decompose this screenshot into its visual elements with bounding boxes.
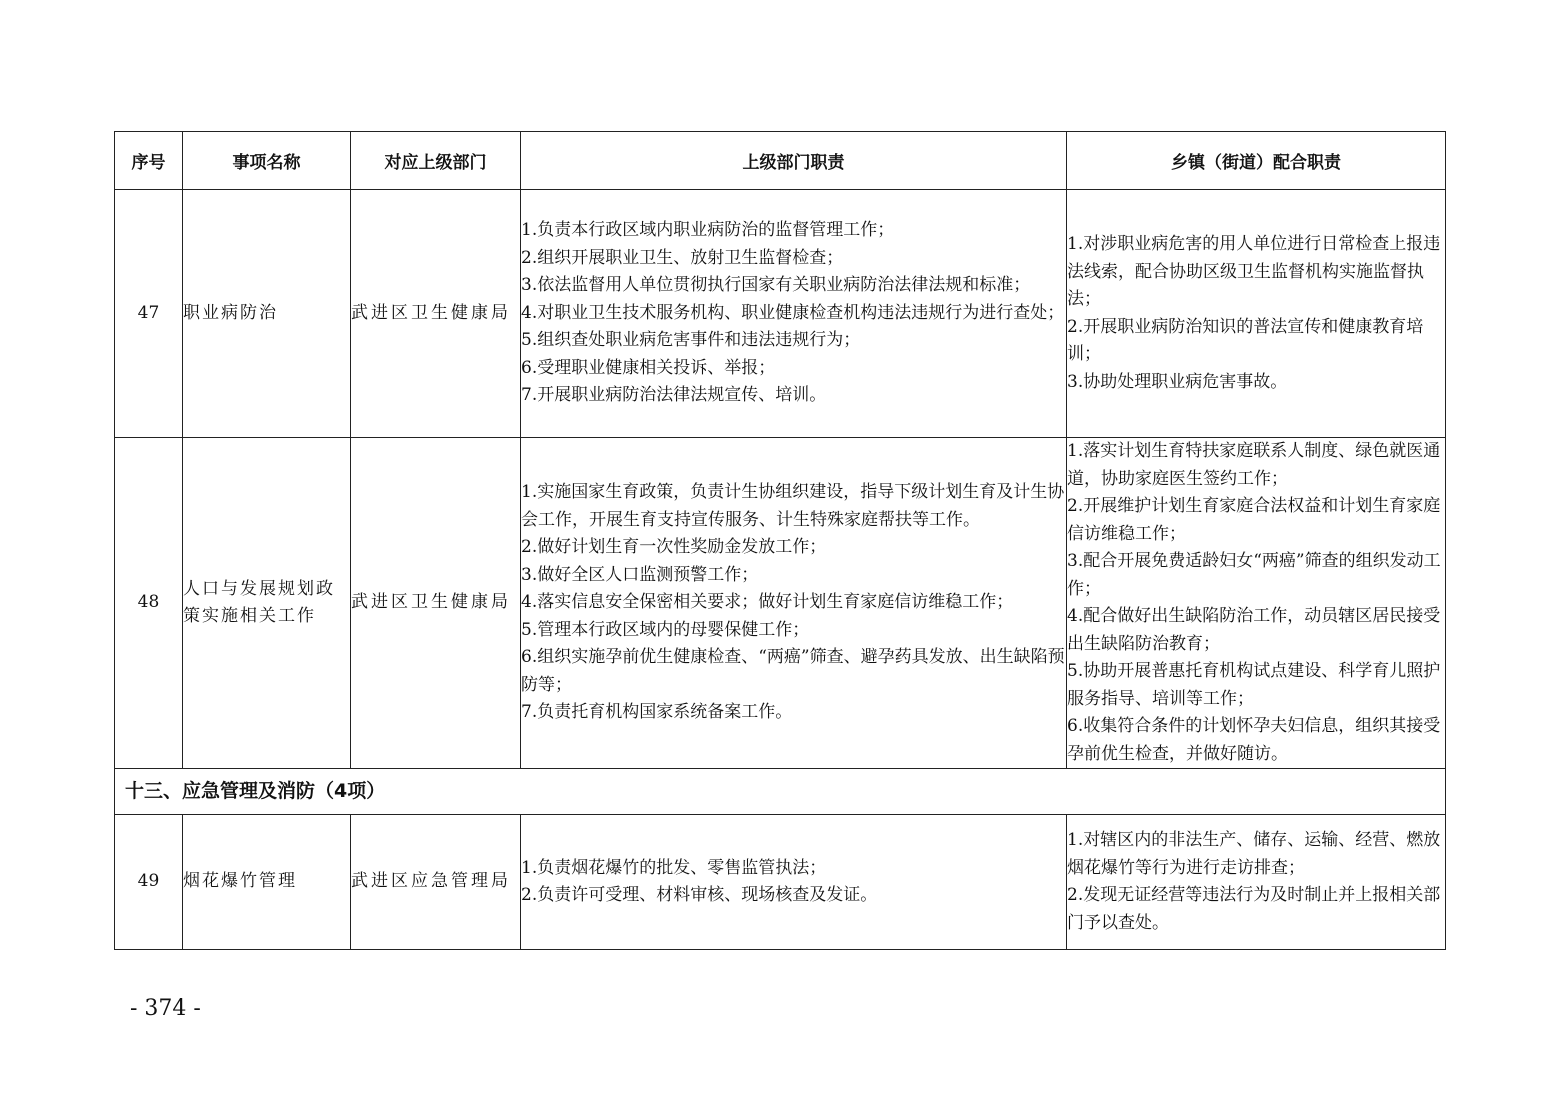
header-no: 序号 — [115, 132, 183, 190]
duty-line: 7.开展职业病防治法律法规宣传、培训。 — [521, 385, 827, 406]
table-row — [115, 815, 1446, 950]
row-duties — [521, 438, 1067, 769]
row-item-name: 人口与发展规划政策实施相关工作 — [183, 438, 351, 769]
duty-line: 6.受理职业健康相关投诉、举报； — [521, 357, 776, 378]
section-row — [115, 769, 1446, 815]
coop-line: 3.配合开展免费适龄妇女“两癌”筛查的组织发动工作； — [1067, 551, 1441, 599]
row-no: 48 — [115, 438, 183, 769]
row-no: 49 — [115, 815, 183, 950]
duty-line: 3.做好全区人口监测预警工作； — [521, 564, 759, 585]
row-item-name: 烟花爆竹管理 — [183, 815, 351, 950]
row-dept: 武进区卫生健康局 — [351, 190, 521, 438]
coop-line: 3.协助处理职业病危害事故。 — [1067, 371, 1288, 392]
duty-line: 5.管理本行政区域内的母婴保健工作； — [521, 619, 810, 640]
coop-line: 2.开展维护计划生育家庭合法权益和计划生育家庭信访维稳工作； — [1067, 496, 1441, 544]
header-item-name: 事项名称 — [183, 132, 351, 190]
coop-line: 1.对涉职业病危害的用人单位进行日常检查上报违法线索，配合协助区级卫生监督机构实施监督执法； — [1067, 234, 1441, 309]
duty-line: 2.做好计划生育一次性奖励金发放工作； — [521, 537, 827, 558]
coop-line: 1.落实计划生育特扶家庭联系人制度、绿色就医通道，协助家庭医生签约工作； — [1067, 441, 1441, 489]
row-coop — [1067, 438, 1446, 769]
coop-line: 2.发现无证经营等违法行为及时制止并上报相关部门予以查处。 — [1067, 885, 1441, 933]
header-coop: 乡镇（街道）配合职责 — [1067, 132, 1446, 190]
row-duties — [521, 815, 1067, 950]
row-item-name: 职业病防治 — [183, 190, 351, 438]
header-duties: 上级部门职责 — [521, 132, 1067, 190]
coop-line: 6.收集符合条件的计划怀孕夫妇信息，组织其接受孕前优生检查，并做好随访。 — [1067, 716, 1441, 764]
duty-line: 2.负责许可受理、材料审核、现场核查及发证。 — [521, 885, 878, 905]
duty-line: 2.组织开展职业卫生、放射卫生监督检查； — [521, 247, 844, 268]
duty-line: 1.实施国家生育政策，负责计生协组织建设，指导下级计划生育及计生协会工作，开展生育支持宣传服务、计生特殊家庭帮扶等工作。 — [521, 482, 1065, 530]
duty-line: 7.负责托育机构国家系统备案工作。 — [521, 702, 793, 723]
duty-line: 6.组织实施孕前优生健康检查、“两癌”筛查、避孕药具发放、出生缺陷预防等； — [521, 647, 1065, 695]
duty-line: 1.负责本行政区域内职业病防治的监督管理工作； — [521, 220, 895, 241]
coop-line: 5.协助开展普惠托育机构试点建设、科学育儿照护服务指导、培训等工作； — [1067, 661, 1441, 709]
row-coop — [1067, 815, 1446, 950]
duty-line: 1.负责烟花爆竹的批发、零售监管执法； — [521, 857, 827, 878]
row-dept: 武进区应急管理局 — [351, 815, 521, 950]
coop-line: 1.对辖区内的非法生产、储存、运输、经营、燃放烟花爆竹等行为进行走访排查； — [1067, 830, 1441, 878]
page-number: - 374 - — [130, 996, 201, 1021]
section-title: 十三、应急管理及消防（4项） — [115, 769, 1446, 815]
table-header-row — [115, 132, 1446, 190]
row-duties — [521, 190, 1067, 438]
duty-line: 3.依法监督用人单位贯彻执行国家有关职业病防治法律法规和标准； — [521, 275, 1031, 296]
duty-line: 4.对职业卫生技术服务机构、职业健康检查机构违法违规行为进行查处； — [521, 302, 1065, 323]
table-row — [115, 438, 1446, 769]
row-no: 47 — [115, 190, 183, 438]
coop-line: 4.配合做好出生缺陷防治工作，动员辖区居民接受出生缺陷防治教育； — [1067, 606, 1441, 654]
responsibility-table — [114, 131, 1446, 950]
table-row — [115, 190, 1446, 438]
header-dept: 对应上级部门 — [351, 132, 521, 190]
duty-line: 4.落实信息安全保密相关要求；做好计划生育家庭信访维稳工作； — [521, 592, 1014, 613]
row-dept: 武进区卫生健康局 — [351, 438, 521, 769]
coop-line: 2.开展职业病防治知识的普法宣传和健康教育培训； — [1067, 316, 1424, 364]
row-coop — [1067, 190, 1446, 438]
duty-line: 5.组织查处职业病危害事件和违法违规行为； — [521, 330, 861, 351]
